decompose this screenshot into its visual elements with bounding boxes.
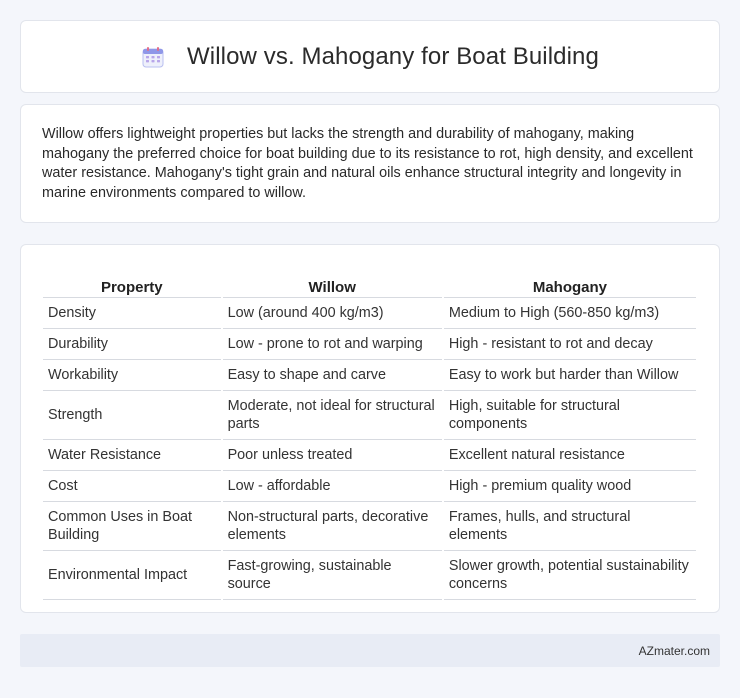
table-row (43, 391, 696, 440)
willow-cell: Low - affordable (223, 471, 442, 502)
willow-cell: Poor unless treated (223, 440, 442, 471)
table-row (43, 298, 696, 329)
summary-card (20, 104, 720, 223)
property-cell: Common Uses in Boat Building (43, 502, 221, 551)
mahogany-cell: Excellent natural resistance (444, 440, 696, 471)
column-header-mahogany: Mahogany (444, 265, 696, 298)
mahogany-cell: Easy to work but harder than Willow (444, 360, 696, 391)
property-cell: Strength (43, 391, 221, 440)
willow-cell: Low (around 400 kg/m3) (223, 298, 442, 329)
column-header-property: Property (43, 265, 221, 298)
page-title: Willow vs. Mahogany for Boat Building (187, 42, 599, 70)
property-cell: Density (43, 298, 221, 329)
mahogany-cell: High, suitable for structural components (444, 391, 696, 440)
mahogany-cell: High - resistant to rot and decay (444, 329, 696, 360)
table-row (43, 551, 696, 600)
table-row (43, 502, 696, 551)
mahogany-cell: Frames, hulls, and structural elements (444, 502, 696, 551)
title-card (20, 20, 720, 93)
willow-cell: Low - prone to rot and warping (223, 329, 442, 360)
table-row (43, 360, 696, 391)
willow-cell: Easy to shape and carve (223, 360, 442, 391)
table-row (43, 329, 696, 360)
summary-text: Willow offers lightweight properties but lacks the strength and durability of mahogany, making mahogany the preferred choice for boat building due to its resistance to rot, high density, and excellent water resistance. Mahogany's tight grain and natural oils enhance structural integrity and longevity in marine environments compared to willow. (42, 126, 693, 201)
willow-cell: Non-structural parts, decorative elements (223, 502, 442, 551)
footer-brand: AZmater.com (638, 643, 710, 658)
table-row (43, 440, 696, 471)
comparison-table-card (20, 244, 720, 613)
property-cell: Durability (43, 329, 221, 360)
willow-cell: Moderate, not ideal for structural parts (223, 391, 442, 440)
footer (20, 634, 720, 667)
mahogany-cell: Medium to High (560-850 kg/m3) (444, 298, 696, 329)
column-header-willow: Willow (223, 265, 442, 298)
mahogany-cell: Slower growth, potential sustainability concerns (444, 551, 696, 600)
property-cell: Environmental Impact (43, 551, 221, 600)
table-header-row (43, 265, 696, 298)
mahogany-cell: High - premium quality wood (444, 471, 696, 502)
property-cell: Cost (43, 471, 221, 502)
comparison-table (41, 265, 698, 600)
property-cell: Workability (43, 360, 221, 391)
willow-cell: Fast-growing, sustainable source (223, 551, 442, 600)
table-row (43, 471, 696, 502)
property-cell: Water Resistance (43, 440, 221, 471)
calendar-icon (141, 45, 165, 69)
